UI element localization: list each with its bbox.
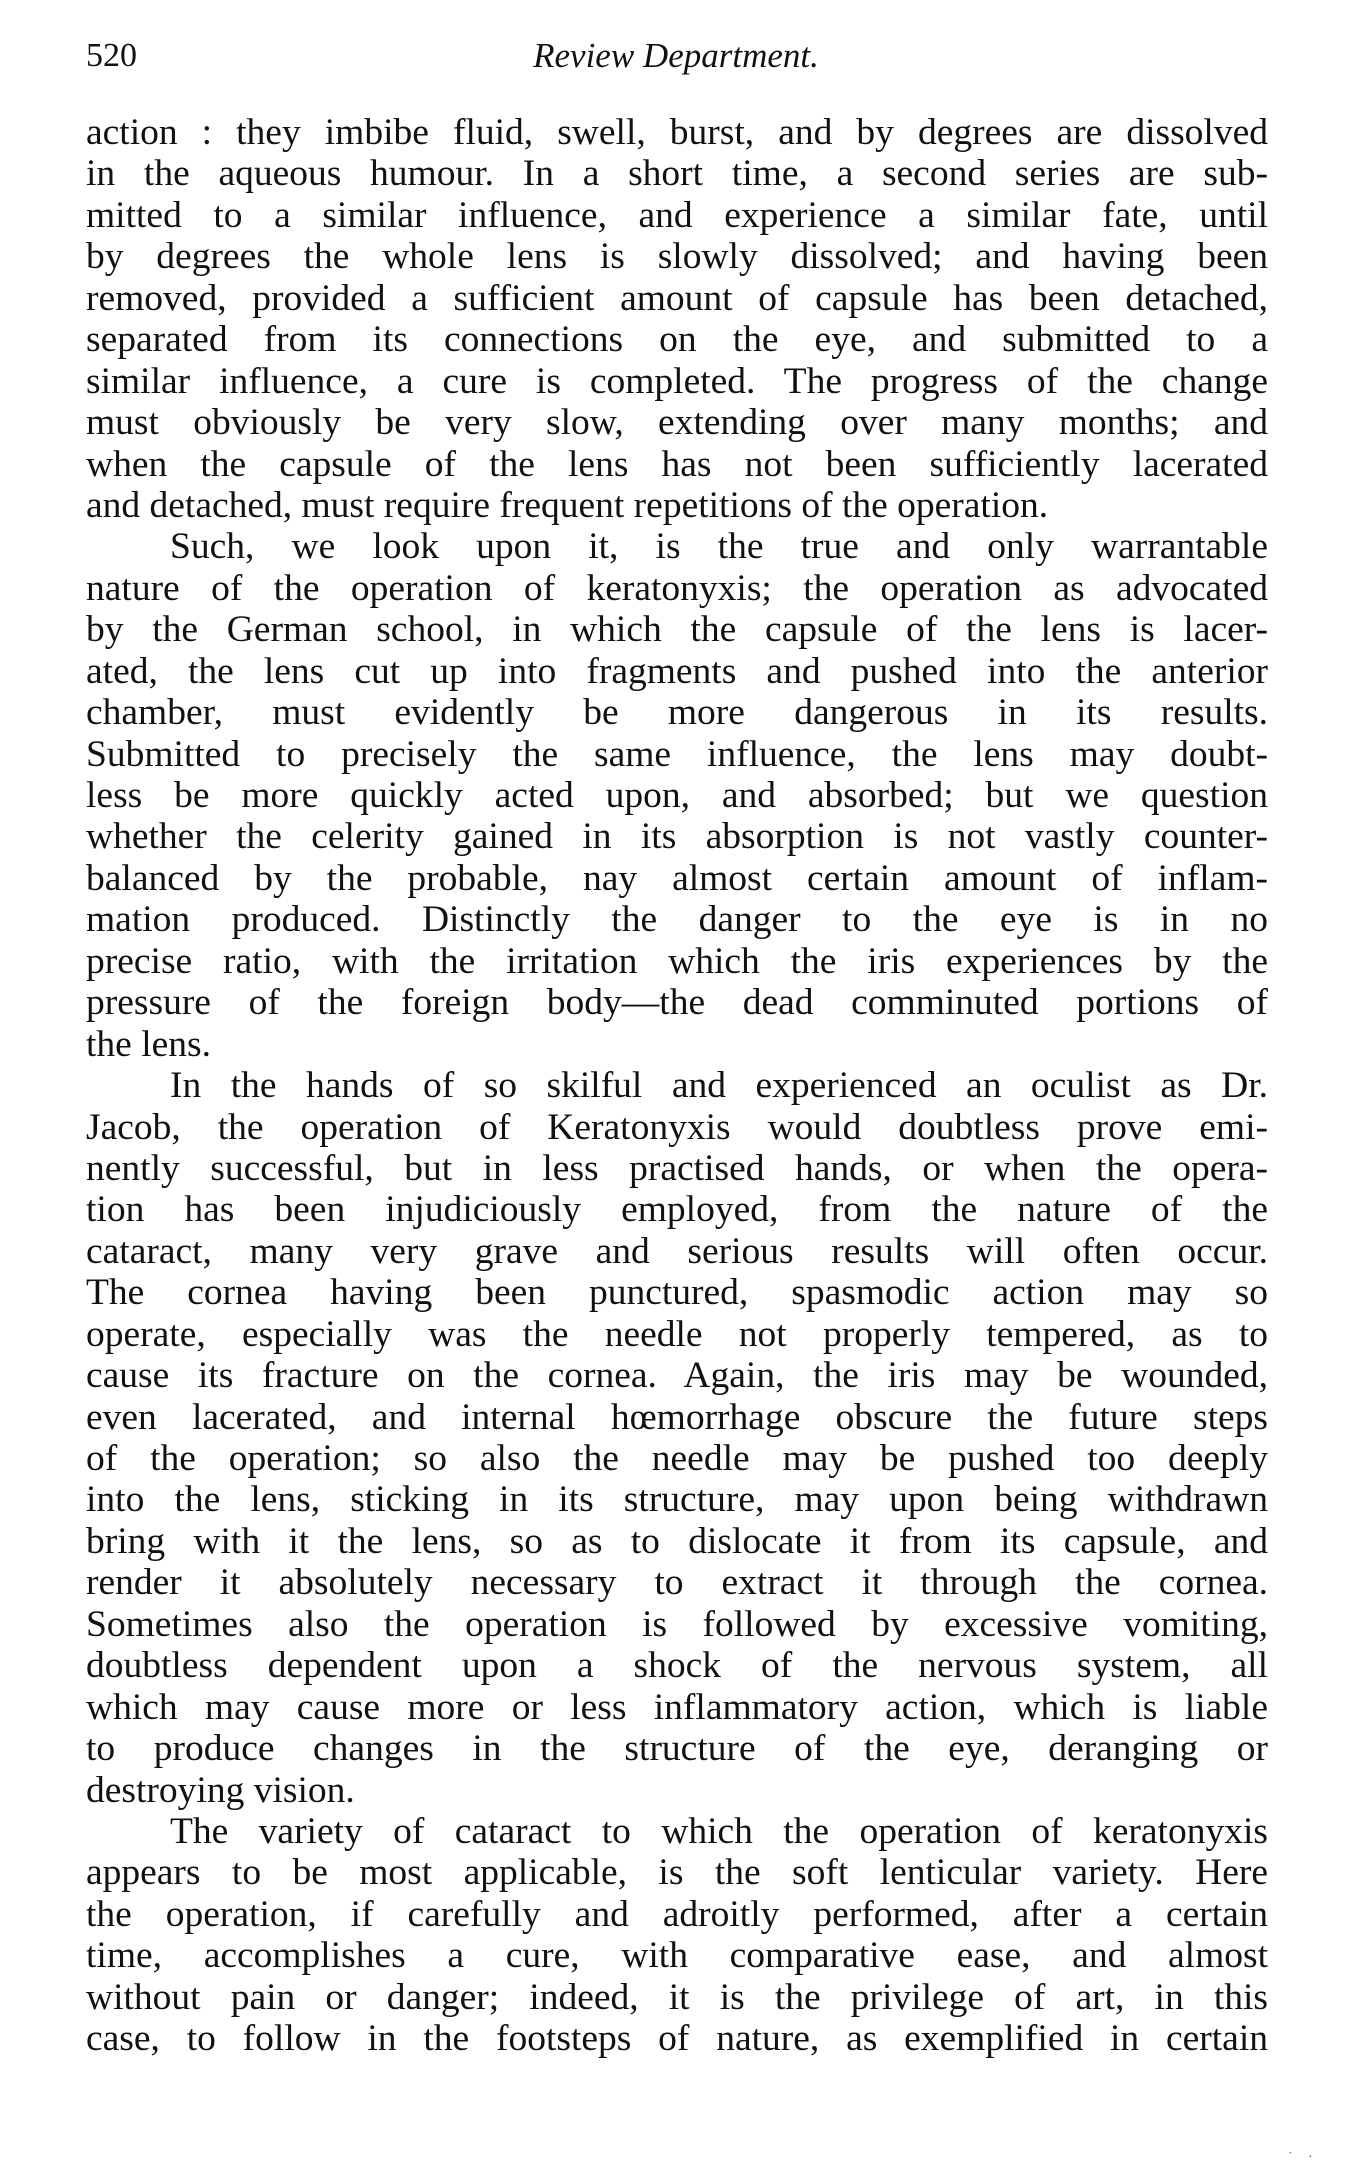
text-line: pressure of the foreign body—the dead comminuted portions of [86, 982, 1268, 1024]
text-line: Jacob, the operation of Keratonyxis would doubtless prove emi- [86, 1106, 1268, 1148]
body-text [86, 112, 1268, 2060]
text-line: In the hands of so skilful and experienced an oculist as Dr. [170, 1065, 1268, 1107]
text-line: case, to follow in the footsteps of nature, as exemplified in certain [86, 2018, 1268, 2060]
text-line: operate, especially was the needle not properly tempered, as to [86, 1313, 1268, 1355]
text-line: destroying vision. [86, 1769, 355, 1811]
scan-mark-decoration: ˙ · [1288, 2150, 1319, 2165]
running-title: Review Department. [533, 36, 819, 75]
text-line: chamber, must evidently be more dangerous in its results. [86, 692, 1268, 734]
text-line: appears to be most applicable, is the soft lenticular variety. Here [86, 1852, 1268, 1894]
paragraph [86, 526, 1268, 1065]
text-line: Submitted to precisely the same influence, the lens may doubt- [86, 733, 1268, 775]
text-line: by degrees the whole lens is slowly dissolved; and having been [86, 236, 1268, 278]
text-line: Sometimes also the operation is followed by excessive vomiting, [86, 1603, 1268, 1645]
text-line: of the operation; so also the needle may be pushed too deeply [86, 1438, 1268, 1479]
text-line: in the aqueous humour. In a short time, a second series are sub- [86, 153, 1268, 195]
text-line: The variety of cataract to which the operation of keratonyxis [170, 1810, 1268, 1852]
text-line: doubtless dependent upon a shock of the nervous system, all [86, 1645, 1268, 1687]
text-line: cataract, many very grave and serious results will often occur. [86, 1230, 1268, 1272]
text-line: and detached, must require frequent repetitions of the operation. [86, 484, 1049, 526]
text-line: The cornea having been punctured, spasmodic action may so [86, 1272, 1268, 1314]
text-line: by the German school, in which the capsule of the lens is lacer- [86, 609, 1268, 651]
text-line: whether the celerity gained in its absorption is not vastly counter- [86, 816, 1268, 858]
text-line: tion has been injudiciously employed, from the nature of the [86, 1189, 1268, 1231]
text-line: bring with it the lens, so as to dislocate it from its capsule, and [86, 1520, 1268, 1562]
page-number: 520 [86, 37, 137, 74]
text-line: less be more quickly acted upon, and absorbed; but we question [86, 775, 1268, 816]
text-line: mation produced. Distinctly the danger to the eye is in no [86, 899, 1268, 941]
text-line: when the capsule of the lens has not been sufficiently lacerated [86, 443, 1268, 485]
text-line: the lens. [86, 1023, 211, 1065]
text-line: ated, the lens cut up into fragments and pushed into the anterior [86, 650, 1268, 692]
text-line: Such, we look upon it, is the true and only warrantable [170, 526, 1268, 568]
text-line: must obviously be very slow, extending over many months; and [86, 402, 1268, 444]
text-line: to produce changes in the structure of the eye, deranging or [86, 1728, 1268, 1770]
page-header [86, 36, 1266, 86]
text-line: mitted to a similar influence, and experience a similar fate, until [86, 194, 1268, 236]
text-line: cause its fracture on the cornea. Again, the iris may be wounded, [86, 1355, 1268, 1397]
text-line: similar influence, a cure is completed. The progress of the change [86, 360, 1268, 402]
text-line: time, accomplishes a cure, with comparative ease, and almost [86, 1935, 1268, 1977]
paragraph [86, 112, 1268, 526]
text-line: nently successful, but in less practised hands, or when the opera- [86, 1147, 1268, 1189]
text-line: action : they imbibe fluid, swell, burst, and by degrees are dissolved [86, 112, 1268, 153]
text-line: precise ratio, with the irritation which the iris experiences by the [86, 940, 1268, 982]
text-line: nature of the operation of keratonyxis; the operation as advocated [86, 567, 1268, 609]
text-line: which may cause more or less inflammatory action, which is liable [86, 1686, 1268, 1728]
text-line: the operation, if carefully and adroitly performed, after a certain [86, 1893, 1268, 1935]
text-line: separated from its connections on the eye, and submitted to a [86, 319, 1268, 361]
paragraph [86, 1065, 1268, 1811]
text-line: balanced by the probable, nay almost certain amount of inflam- [86, 857, 1268, 899]
text-line: without pain or danger; indeed, it is the privilege of art, in this [86, 1976, 1268, 2018]
text-line: even lacerated, and internal hœmorrhage obscure the future steps [86, 1396, 1268, 1438]
text-line: into the lens, sticking in its structure, may upon being withdrawn [86, 1479, 1268, 1521]
text-line: render it absolutely necessary to extract it through the cornea. [86, 1562, 1268, 1604]
paragraph [86, 1811, 1268, 2060]
text-line: removed, provided a sufficient amount of capsule has been detached, [86, 277, 1268, 319]
